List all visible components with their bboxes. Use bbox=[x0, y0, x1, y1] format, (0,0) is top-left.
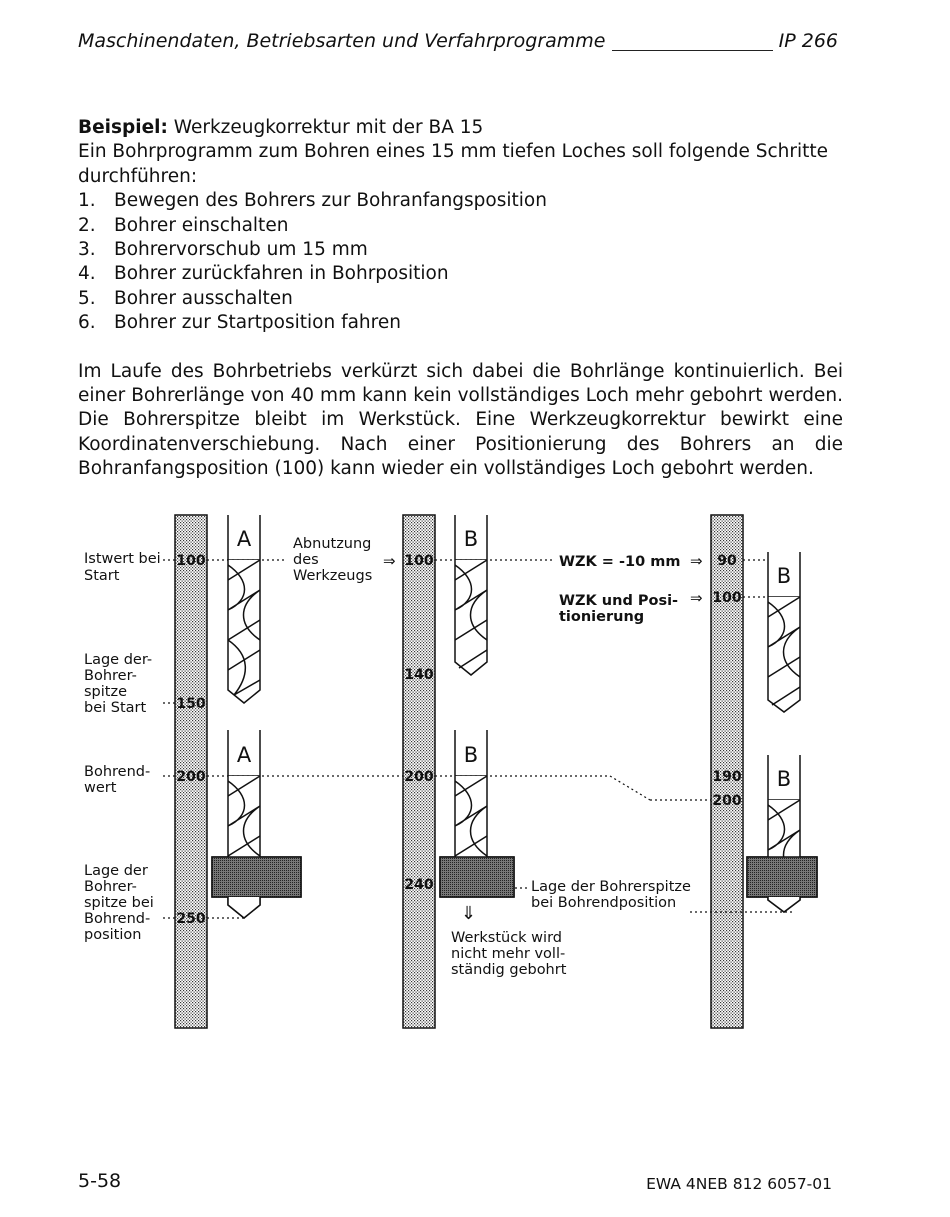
werkstueck-2: nicht mehr voll- bbox=[451, 946, 566, 962]
drill-letter-a: A bbox=[236, 743, 252, 767]
abnutzung-1: Abnutzung bbox=[293, 536, 372, 552]
list-item: 3. Bohrervorschub um 15 mm bbox=[78, 239, 368, 261]
arrow-right-icon: ⇒ bbox=[690, 552, 703, 570]
label-lage-end-3: spitze bei bbox=[84, 895, 154, 911]
drill-letter-b: B bbox=[463, 743, 479, 767]
label-lage-start-3: spitze bbox=[84, 684, 128, 700]
tick-200: 200 bbox=[712, 793, 742, 809]
tick-100: 100 bbox=[712, 590, 742, 606]
label-lage-end-2: Bohrer- bbox=[84, 879, 137, 895]
werkstueck-3: ständig gebohrt bbox=[451, 962, 567, 978]
page-number: 5-58 bbox=[78, 1170, 122, 1192]
tick-150: 150 bbox=[176, 696, 206, 712]
abnutzung-2: des bbox=[293, 552, 319, 568]
tick-100: 100 bbox=[176, 553, 206, 569]
label-istwert-1: Istwert bei bbox=[84, 551, 161, 567]
list-item: 1. Bewegen des Bohrers zur Bohranfangsposition bbox=[78, 190, 547, 212]
abnutzung-3: Werkzeugs bbox=[293, 568, 373, 584]
explanation-paragraph: Im Laufe des Bohrbetriebs verkürzt sich dabei die Bohrlänge kontinuierlich. Bei einer Bohrerlänge von 40 mm kann kein vollständiges Loch mehr gebohrt werden. Die Bohrerspitze bleibt im Werkstück. Eine Werkzeugkorrektur bewirkt eine Koordinatenverschiebung. Nach einer Positionierung des Bohrers an die Bohranfangsposition (100) kann wieder ein vollständiges Loch gebohrt werden. bbox=[78, 360, 843, 480]
list-item: 2. Bohrer einschalten bbox=[78, 214, 289, 236]
arrow-right-icon: ⇒ bbox=[690, 589, 703, 607]
wzk-pos-2: tionierung bbox=[559, 609, 645, 625]
example-intro: Ein Bohrprogramm zum Bohren eines 15 mm tiefen Loches soll folgende Schritte durchführen: bbox=[78, 141, 828, 187]
wzk-pos-1: WZK und Posi- bbox=[559, 593, 679, 609]
label-bohrend-2: wert bbox=[84, 780, 117, 796]
arrow-down-icon: ⇓ bbox=[461, 903, 477, 924]
tick-200: 200 bbox=[176, 769, 206, 785]
tick-140: 140 bbox=[404, 667, 434, 683]
tick-250: 250 bbox=[176, 911, 206, 927]
tick-200: 200 bbox=[404, 769, 434, 785]
label-lage-end-4: Bohrend- bbox=[84, 911, 151, 927]
tick-190: 190 bbox=[712, 769, 742, 785]
document-code: EWA 4NEB 812 6057-01 bbox=[646, 1175, 832, 1193]
drill-letter-b: B bbox=[463, 527, 479, 551]
header-code: IP 266 bbox=[778, 30, 838, 52]
label-lage-start-1: Lage der- bbox=[84, 652, 153, 668]
list-item: 5. Bohrer ausschalten bbox=[78, 287, 293, 309]
label-lage-end-1: Lage der bbox=[84, 863, 148, 879]
list-item: 6. Bohrer zur Startposition fahren bbox=[78, 312, 401, 334]
label-lage-start-2: Bohrer- bbox=[84, 668, 137, 684]
tick-240: 240 bbox=[404, 877, 434, 893]
header-title: Maschinendaten, Betriebsarten und Verfahrprogramme bbox=[78, 30, 606, 52]
tick-100: 100 bbox=[404, 553, 434, 569]
label-bohrend-1: Bohrend- bbox=[84, 764, 151, 780]
drill-letter-b: B bbox=[776, 564, 792, 588]
lage-bohrendpos-2: bei Bohrendposition bbox=[531, 895, 677, 911]
tick-90: 90 bbox=[717, 553, 737, 569]
drill-letter-b: B bbox=[776, 767, 792, 791]
drill-letter-a: A bbox=[236, 527, 252, 551]
label-istwert-2: Start bbox=[84, 568, 120, 584]
lage-bohrendpos-1: Lage der Bohrerspitze bbox=[531, 879, 691, 895]
label-lage-start-4: bei Start bbox=[84, 700, 147, 716]
list-item: 4. Bohrer zurückfahren in Bohrposition bbox=[78, 263, 449, 285]
werkstueck-1: Werkstück wird bbox=[451, 930, 562, 946]
label-lage-end-5: position bbox=[84, 927, 142, 943]
wzk-label: WZK = -10 mm bbox=[559, 554, 681, 570]
example-heading: Beispiel: Werkzeugkorrektur mit der BA 15 bbox=[78, 117, 484, 138]
arrow-right-icon: ⇒ bbox=[383, 552, 396, 570]
